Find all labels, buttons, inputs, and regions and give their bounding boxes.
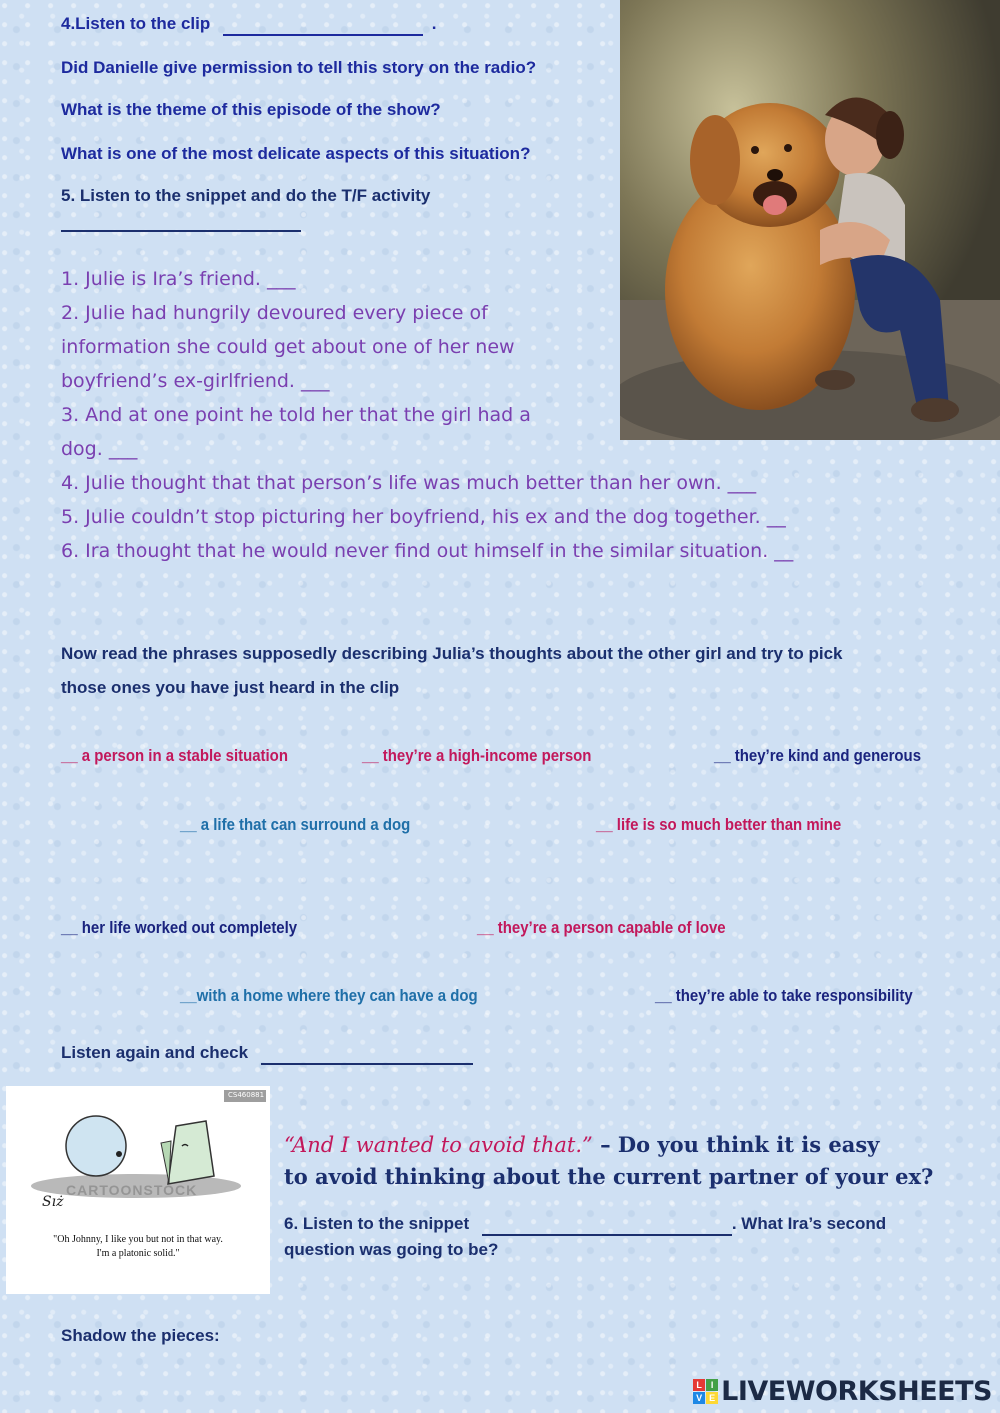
- phrase-responsibility[interactable]: __ they’re able to take responsibility: [655, 986, 913, 1005]
- phrase-stable-situation[interactable]: __ a person in a stable situation: [61, 746, 288, 765]
- section4-dot: .: [431, 14, 437, 33]
- phrase-home-dog[interactable]: __with a home where they can have a dog: [180, 986, 478, 1005]
- tf-item-2-line3: boyfriend’s ex-girlfriend. ___: [61, 370, 330, 392]
- liveworksheets-wordmark: LIVEWORKSHEETS: [721, 1376, 992, 1407]
- cartoon-watermark: CARTOONSTOCK: [66, 1182, 198, 1198]
- tf-item-6: 6. Ira thought that he would never find out himself in the similar situation. __: [61, 540, 794, 562]
- tf-item-5: 5. Julie couldn’t stop picturing her boyfriend, his ex and the dog together. __: [61, 506, 786, 528]
- section4-heading: 4.Listen to the clip: [61, 14, 211, 33]
- section5-heading: 5. Listen to the snippet and do the T/F activity: [61, 186, 431, 205]
- logo-mark-e: E: [706, 1392, 718, 1404]
- phrases-intro-line2: those ones you have just heard in the clip: [61, 678, 400, 697]
- listen-again-blank[interactable]: [261, 1043, 473, 1065]
- quote-block: [284, 1130, 933, 1192]
- platonic-solid-cartoon: [6, 1086, 270, 1294]
- photo-illustration: [620, 0, 1000, 440]
- shadow-label: Shadow the pieces:: [61, 1326, 220, 1345]
- phrase-life-worked-out[interactable]: __ her life worked out completely: [61, 918, 298, 937]
- tf-item-3-line1: 3. And at one point he told her that the girl had a: [61, 404, 531, 426]
- tf-item-1: 1. Julie is Ira’s friend. ___: [61, 268, 296, 290]
- quote-line1: [284, 1130, 933, 1160]
- logo-mark-l: L: [693, 1379, 705, 1391]
- phrase-surround-dog[interactable]: __ a life that can surround a dog: [180, 815, 411, 834]
- tf-item-2-line1: 2. Julie had hungrily devoured every piece of: [61, 302, 488, 324]
- phrase-capable-of-love[interactable]: __ they’re a person capable of love: [477, 918, 726, 937]
- question-1: Did Danielle give permission to tell this story on the radio?: [61, 58, 537, 77]
- tf-item-3-line2: dog. ___: [61, 438, 138, 460]
- clip-time-blank[interactable]: [223, 14, 423, 36]
- woman-kissing-dog-photo: [620, 0, 1000, 440]
- section6-blank[interactable]: [482, 1214, 732, 1236]
- listen-again-row: [61, 1043, 473, 1065]
- cartoon-id: CS460881: [228, 1091, 265, 1099]
- section6-line2: question was going to be?: [284, 1240, 499, 1259]
- snippet-time-blank[interactable]: [61, 212, 301, 232]
- liveworksheets-mark-icon: [693, 1379, 718, 1404]
- logo-mark-v: V: [693, 1392, 705, 1404]
- question-3: What is one of the most delicate aspects of this situation?: [61, 144, 531, 163]
- question-2: What is the theme of this episode of the show?: [61, 100, 441, 119]
- section6-after: . What Ira’s second: [731, 1214, 887, 1233]
- phrase-life-better[interactable]: __ life is so much better than mine: [596, 815, 842, 834]
- cartoon-signature: Sıż: [42, 1194, 64, 1210]
- section6-row: [284, 1214, 886, 1236]
- tf-item-2-line2: information she could get about one of her new: [61, 336, 515, 358]
- phrase-high-income[interactable]: __ they’re a high-income person: [362, 746, 592, 765]
- cartoon-caption-line2: I'm a platonic solid.": [96, 1248, 180, 1259]
- logo-mark-i: I: [706, 1379, 718, 1391]
- quote-question-a: Do you think it is easy: [617, 1132, 880, 1157]
- quote-text: “And I wanted to avoid that.”: [284, 1133, 593, 1157]
- phrases-intro-line1: Now read the phrases supposedly describing Julia’s thoughts about the other girl and try to pick: [61, 644, 843, 663]
- phrase-kind-generous[interactable]: __ they’re kind and generous: [714, 746, 922, 765]
- cartoon-caption-line1: "Oh Johnny, I like you but not in that way.: [53, 1234, 223, 1245]
- section4-heading-row: [61, 14, 436, 36]
- tf-item-4: 4. Julie thought that that person’s life was much better than her own. ___: [61, 472, 757, 494]
- liveworksheets-logo: [693, 1376, 992, 1407]
- quote-question-b: to avoid thinking about the current partner of your ex?: [284, 1164, 934, 1189]
- quote-dash: –: [592, 1132, 618, 1157]
- listen-again-label: Listen again and check: [61, 1043, 249, 1062]
- section6-before: 6. Listen to the snippet: [284, 1214, 470, 1233]
